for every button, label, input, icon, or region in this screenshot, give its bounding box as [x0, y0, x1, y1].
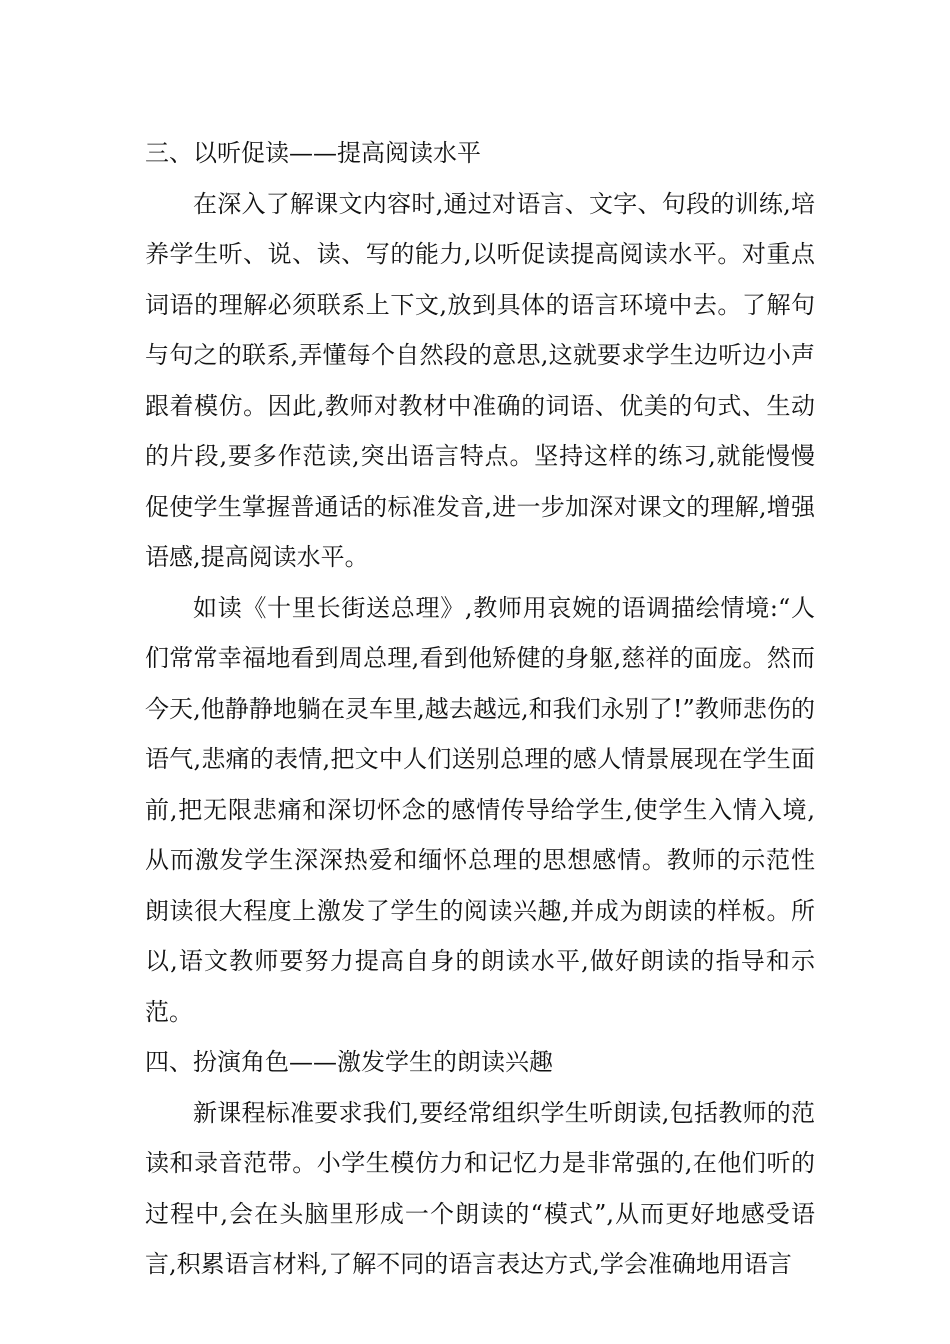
section-heading-4: 四、扮演角色——激发学生的朗读兴趣 [145, 1048, 553, 1076]
section-heading-3: 三、以听促读——提高阅读水平 [145, 139, 481, 167]
paragraph: 在深入了解课文内容时,通过对语言、文字、句段的训练,培养学生听、说、读、写的能力,以听促读提高阅读水平。对重点词语的理解必须联系上下文,放到具体的语言环境中去。了解句与句之的联系,弄懂每个自然段的意思,这就要求学生边听边小声跟着模仿。因此,教师对教材中准确的词语、优美的句式、生动的片段,要多作范读,突出语言特点。坚持这样的练习,就能慢慢促使学生掌握普通话的标准发音,进一步加深对课文的理解,增强语感,提高阅读水平。 [145, 189, 815, 571]
paragraph: 如读《十里长街送总理》,教师用哀婉的语调描绘情境:“人们常常幸福地看到周总理,看到他矫健的身躯,慈祥的面庞。然而今天,他静静地躺在灵车里,越去越远,和我们永别了!”教师悲伤的语气,悲痛的表情,把文中人们送别总理的感人情景展现在学生面前,把无限悲痛和深切怀念的感情传导给学生,使学生入情入境,从而激发学生深深热爱和缅怀总理的思想感情。教师的示范性朗读很大程度上激发了学生的阅读兴趣,并成为朗读的样板。所以,语文教师要努力提高自身的朗读水平,做好朗读的指导和示范。 [145, 593, 815, 1026]
document-body [145, 128, 815, 1290]
paragraph: 新课程标准要求我们,要经常组织学生听朗读,包括教师的范读和录音范带。小学生模仿力和记忆力是非常强的,在他们听的过程中,会在头脑里形成一个朗读的“模式”,从而更好地感受语言,积累语言材料,了解不同的语言表达方式,学会准确地用语言 [145, 1098, 815, 1278]
